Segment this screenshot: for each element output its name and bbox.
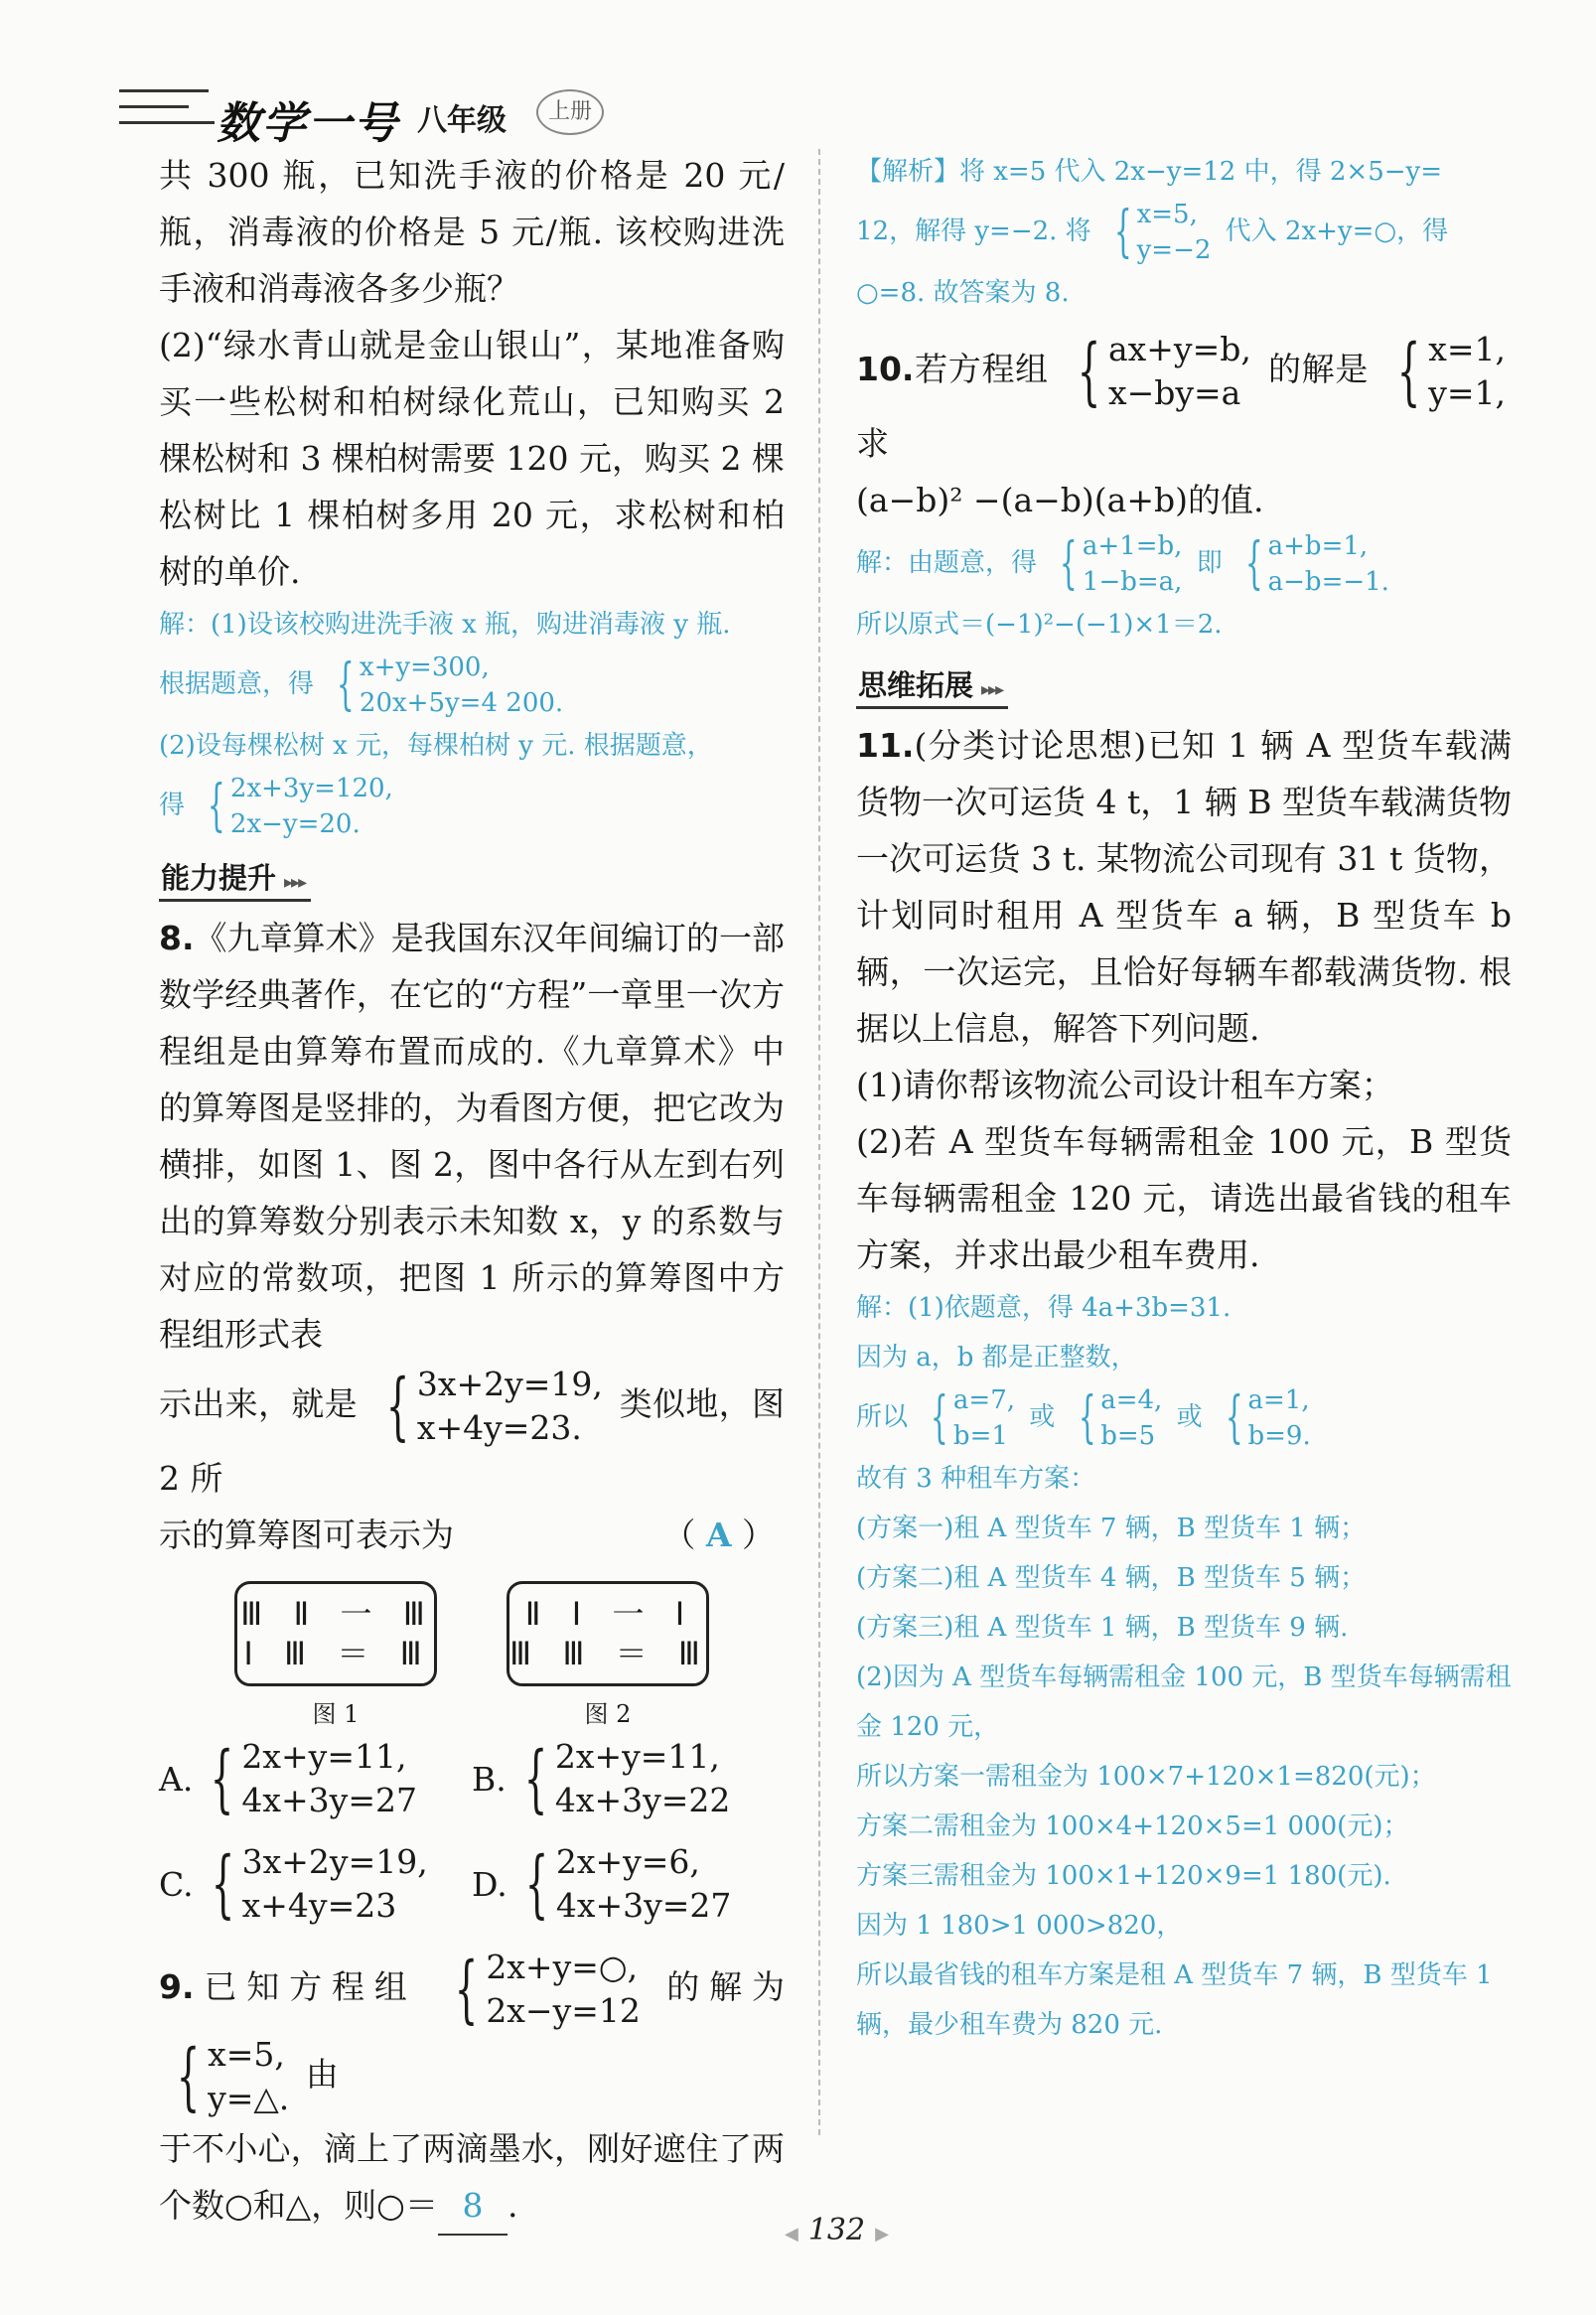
q9-analysis-text: 12，解得 y=−2. 将 <box>856 217 1091 246</box>
equation: 2x+3y=120, <box>229 774 393 803</box>
equation-system: { a+1=b, 1−b=a, <box>1051 528 1182 600</box>
q11-answer-13: 所以最省钱的租车方案是租 A 型货车 7 辆，B 型货车 1 辆，最少租车费为 820 元. <box>856 1960 1493 2040</box>
q11-answer-text: 或 <box>1029 1402 1056 1432</box>
equation: 4x+3y=27 <box>241 1781 417 1819</box>
q7-answer-label: 得 <box>159 791 186 820</box>
q11-part-1: (1)请你帮该物流公司设计租车方案； <box>856 1066 1394 1104</box>
q11-answer-4: 故有 3 种租车方案： <box>856 1464 1096 1494</box>
equation: b=1 <box>952 1421 1008 1451</box>
q11-answer-8: (2)因为 A 型货车每辆需租金 100 元，B 型货车每辆需租金 120 元， <box>856 1663 1512 1742</box>
equation: y=△. <box>208 2079 290 2117</box>
q11-answer-11: 方案三需租金为 100×1+120×9=1 180(元). <box>856 1861 1391 1891</box>
equation-system: { 3x+2y=19, x+4y=23. <box>385 1364 603 1449</box>
section-heading-thinking <box>856 663 1008 709</box>
equation: x+4y=23. <box>416 1408 582 1447</box>
header-decor-line <box>119 121 215 124</box>
solution-system: { a=7, b=1 <box>922 1382 1015 1454</box>
equation: b=5 <box>1100 1421 1156 1451</box>
header-decor-line <box>119 89 209 92</box>
q9-line-2 <box>159 2120 785 2236</box>
triangle-left-icon: ◀ <box>785 2224 798 2244</box>
right-column <box>856 147 1512 2050</box>
q8-body-3: 类似地，图 2 所 <box>159 1384 786 1498</box>
q11-answer-text: 或 <box>1176 1402 1203 1432</box>
equation: a=7, <box>952 1385 1016 1415</box>
question-number: 10. <box>856 350 915 388</box>
q10-answer-text: 解：由题意，得 <box>856 548 1038 578</box>
q8-text <box>159 910 785 1363</box>
equation: a+b=1, <box>1267 531 1369 561</box>
header-title: 数学一号 <box>217 98 399 149</box>
page-header <box>119 60 755 149</box>
equation-system: { 2x+y=6, 4x+3y=27 <box>524 1841 732 1927</box>
equation: 2x−y=20. <box>229 809 361 839</box>
counting-rod-figures <box>159 1581 785 1729</box>
equation: 2x+y=11, <box>241 1737 407 1776</box>
equation: a−b=−1. <box>1267 567 1389 597</box>
q11-answer-3 <box>856 1382 1512 1454</box>
q11-answer-1: 解：(1)依题意，得 4a+3b=31. <box>856 1293 1232 1323</box>
equation: 4x+3y=27 <box>555 1886 732 1925</box>
q8-body-4: 示的算筹图可表示为 <box>159 1516 454 1554</box>
q8-body: 《九章算术》是我国东汉年间编订的一部数学经典著作，在它的“方程”一章里一次方程组是由算筹布置而成的.《九章算术》中的算筹图是竖排的，为看图方便，把它改为横排，如图 1、图 2，图中各行从左到右列出的算筹数分别表示未知数 x，y 的系数与对应的常数项，把图 1 所示的算筹图中方程组形式表 <box>159 919 785 1354</box>
rod-row: Ⅲ Ⅱ 一 Ⅲ <box>240 1595 431 1633</box>
section-heading-text: 能力提升 <box>161 861 277 895</box>
equation: 2x+y=11, <box>554 1737 720 1776</box>
rod-row: Ⅲ Ⅲ ＝ Ⅲ <box>509 1635 706 1672</box>
q9-body-2: 的解为 <box>666 1967 786 2006</box>
q10-line-1 <box>856 328 1512 472</box>
equation: 3x+2y=19, <box>241 1842 428 1881</box>
q10-line-2: (a−b)² −(a−b)(a+b)的值. <box>856 481 1264 519</box>
q9-answer-blank: 8 <box>438 2177 508 2236</box>
q11-answer-9: 所以方案一需租金为 100×7+120×1=820(元)； <box>856 1762 1436 1792</box>
equation-system: { 2x+y=11, 4x+3y=22 <box>523 1736 731 1821</box>
solution-system: { x=5, y=△. <box>176 2034 290 2119</box>
question-number: 8. <box>159 919 195 957</box>
equation: 3x+2y=19, <box>416 1365 603 1403</box>
equation: 4x+3y=22 <box>554 1781 731 1819</box>
q9-body-4: 于不小心，滴上了两滴墨水，刚好遮住了两个数○和△，则○＝ <box>159 2129 785 2225</box>
option-d <box>472 1840 785 1928</box>
option-label: B. <box>472 1759 507 1799</box>
figure-caption: 图 1 <box>312 1700 360 1728</box>
q11-answer-2: 因为 a，b 都是正整数， <box>856 1343 1137 1373</box>
q11-answer-12: 因为 1 180>1 000>820， <box>856 1911 1183 1941</box>
q7-continued-text-2: (2)“绿水青山就是金山银山”，某地准备购买一些松树和柏树绿化荒山，已知购买 2 棵松树和 3 棵柏树需要 120 元，购买 2 棵松树比 1 棵柏树多用 20 元，求松树和柏树的单价. <box>159 326 785 591</box>
q8-system-line <box>159 1363 785 1507</box>
equation-system: { 2x+y=11, 4x+3y=27 <box>211 1736 417 1821</box>
q11-text <box>856 717 1512 1057</box>
equation: y=−2 <box>1136 235 1212 265</box>
solution-system: { a=1, b=9. <box>1217 1382 1311 1454</box>
figure-caption: 图 2 <box>584 1700 632 1728</box>
q9-body-3: 由 <box>305 2055 339 2094</box>
solution-system: { x=1, y=1, <box>1396 329 1506 414</box>
column-divider <box>818 149 820 2135</box>
q9-analysis-3: ○=8. 故答案为 8. <box>856 278 1070 308</box>
question-number: 11. <box>856 726 915 765</box>
q9-end: . <box>507 2186 518 2225</box>
page-number-text: 132 <box>807 2213 866 2247</box>
left-column <box>159 147 785 2236</box>
equation: x=5, <box>1136 200 1198 229</box>
equation-system: { x=5, y=−2 <box>1105 197 1211 268</box>
q7-answer-1: 解：(1)设该校购进洗手液 x 瓶，购进消毒液 y 瓶. <box>159 610 731 640</box>
q8-answer: A <box>705 1516 732 1554</box>
option-label: C. <box>159 1864 194 1904</box>
equation: 20x+5y=4 200. <box>359 688 564 718</box>
q10-body-2: 的解是 <box>1268 350 1369 388</box>
equation-system: { 3x+2y=19, x+4y=23 <box>211 1841 428 1927</box>
q11-answer-6: (方案二)租 A 型货车 4 辆，B 型货车 5 辆； <box>856 1563 1367 1593</box>
q8-text-4 <box>159 1507 785 1563</box>
equation: y=1, <box>1428 373 1506 412</box>
q9-analysis-text: 代入 2x+y=○，得 <box>1225 217 1449 246</box>
equation: x=5, <box>208 2035 285 2074</box>
answer-parentheses: （ A ） <box>662 1516 775 1554</box>
q10-body-3: 求 <box>856 424 889 463</box>
q11-answer-text: 所以 <box>856 1402 909 1432</box>
section-heading-text: 思维拓展 <box>858 668 974 702</box>
equation-system: { 2x+3y=120, 2x−y=20. <box>199 771 393 842</box>
q9-body: 已知方程组 <box>194 1967 417 2006</box>
equation: x=1, <box>1428 330 1506 368</box>
option-c <box>159 1840 472 1928</box>
equation: 2x−y=12 <box>486 1991 641 2030</box>
figure-1 <box>234 1581 437 1729</box>
q11-answer-10: 方案二需租金为 100×4+120×5=1 000(元)； <box>856 1811 1409 1841</box>
triple-arrow-icon: ▸▸▸ <box>981 679 1003 700</box>
equation-system: { a+b=1, a−b=−1. <box>1236 528 1389 600</box>
equation: x+y=300, <box>359 652 490 682</box>
option-label: D. <box>472 1864 508 1904</box>
equation: a+1=b, <box>1082 531 1183 561</box>
equation-system: { ax+y=b, x−by=a <box>1077 329 1251 414</box>
q8-options <box>159 1735 785 1928</box>
q7-answer-system-2 <box>159 771 785 842</box>
equation: a=4, <box>1100 1385 1163 1415</box>
option-label: A. <box>159 1759 194 1799</box>
q11-answer-7: (方案三)租 A 型货车 1 辆，B 型货车 9 辆. <box>856 1613 1349 1643</box>
q11-body: (分类讨论思想)已知 1 辆 A 型货车载满货物一次可运货 4 t，1 辆 B 型货车载满货物一次可运货 3 t. 某物流公司现有 31 t 货物，计划同时租用 A 型货车 a 辆，B 型货车 b 辆，一次运完，且恰好每辆车都载满货物. 根据以上信息，解答下列问题. <box>856 726 1513 1048</box>
solution-system: { a=4, b=5 <box>1070 1382 1163 1454</box>
q8-body-2: 示出来，就是 <box>159 1384 358 1423</box>
q10-body: 若方程组 <box>914 350 1049 388</box>
q7-continued-text-1: 共 300 瓶，已知洗手液的价格是 20 元/瓶，消毒液的价格是 5 元/瓶. 该校购进洗手液和消毒液各多少瓶？ <box>159 156 785 308</box>
equation-system: { x+y=300, 20x+5y=4 200. <box>328 650 563 721</box>
q7-answer-label: 根据题意，得 <box>159 669 315 699</box>
rod-row: Ⅱ Ⅰ 一 Ⅰ <box>524 1595 691 1633</box>
counting-rod-box <box>234 1581 437 1686</box>
counting-rod-box <box>507 1581 709 1686</box>
option-a <box>159 1735 472 1822</box>
q7-answer-2: (2)设每棵松树 x 元，每棵柏树 y 元. 根据题意， <box>159 731 713 761</box>
q11-part-2: (2)若 A 型货车每辆需租金 100 元，B 型货车每辆需租金 120 元，请选出最省钱的租车方案，并求出最少租车费用. <box>856 1122 1512 1274</box>
triangle-right-icon: ▶ <box>875 2224 889 2244</box>
option-b <box>472 1735 785 1822</box>
rod-row: Ⅰ Ⅲ ＝ Ⅲ <box>243 1635 428 1672</box>
equation: x−by=a <box>1108 373 1241 412</box>
header-decor-line <box>119 105 189 108</box>
q9-line-1 <box>159 1946 785 2120</box>
equation: 2x+y=6, <box>555 1842 700 1881</box>
equation: 2x+y=○, <box>486 1948 639 1986</box>
equation: 1−b=a, <box>1082 567 1183 597</box>
q9-analysis-2 <box>856 197 1512 268</box>
q10-answer-text: 即 <box>1196 548 1223 578</box>
question-number: 9. <box>159 1967 195 2006</box>
q9-analysis-1: 【解析】将 x=5 代入 2x−y=12 中，得 2×5−y= <box>856 157 1442 187</box>
triple-arrow-icon: ▸▸▸ <box>284 872 306 893</box>
header-volume-badge: 上册 <box>536 89 604 135</box>
equation: b=9. <box>1247 1421 1311 1451</box>
q10-answer-2: 所以原式＝(−1)²−(−1)×1＝2. <box>856 610 1223 640</box>
figure-2 <box>507 1581 709 1729</box>
equation: x+4y=23 <box>241 1886 397 1925</box>
q11-answer-5: (方案一)租 A 型货车 7 辆，B 型货车 1 辆； <box>856 1514 1367 1543</box>
section-heading-ability <box>159 856 311 902</box>
header-grade: 八年级 <box>417 103 507 138</box>
equation-system: { 2x+y=○, 2x−y=12 <box>454 1947 641 2032</box>
equation: a=1, <box>1247 1385 1310 1415</box>
q10-answer-1 <box>856 528 1512 600</box>
page-number <box>775 2213 899 2247</box>
equation: ax+y=b, <box>1108 330 1251 368</box>
q7-answer-system-1 <box>159 650 785 721</box>
